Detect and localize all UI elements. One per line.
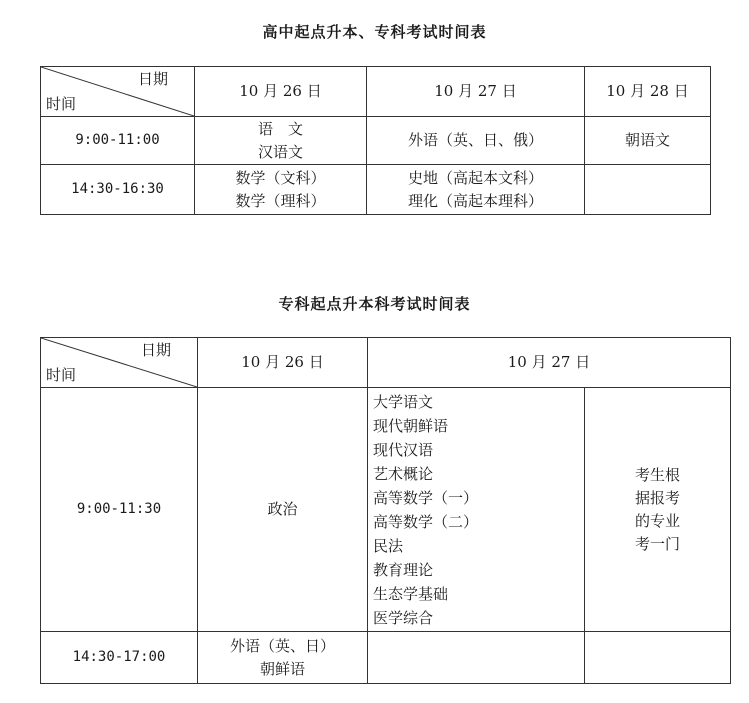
subject-line: 高等数学（一） bbox=[373, 488, 479, 507]
table-row bbox=[41, 388, 731, 632]
note-line: 考生根 bbox=[635, 465, 681, 484]
corner-header-cell bbox=[41, 338, 198, 388]
table-header-row bbox=[41, 338, 731, 388]
subject-line: 数学（理科） bbox=[235, 191, 326, 210]
table-row bbox=[41, 165, 711, 215]
subject-line: 艺术概论 bbox=[373, 464, 434, 483]
subject-cell bbox=[195, 117, 367, 165]
note-cell bbox=[585, 388, 731, 632]
subject-line: 语 文 bbox=[257, 119, 303, 138]
corner-time-label: 时间 bbox=[46, 366, 77, 384]
subject-line: 医学综合 bbox=[373, 608, 434, 627]
subject-cell bbox=[198, 388, 368, 632]
subject-line: 史地（高起本文科） bbox=[407, 168, 543, 187]
subject-line: 数学（文科） bbox=[235, 168, 326, 187]
corner-header-cell bbox=[41, 67, 195, 117]
note-line: 据报考 bbox=[635, 488, 681, 507]
subject-line: 教育理论 bbox=[373, 560, 434, 579]
time-slot-cell: 9:00-11:30 bbox=[41, 388, 198, 632]
empty-cell bbox=[368, 632, 585, 684]
subject-line: 朝语文 bbox=[624, 131, 670, 149]
exam-schedule-table-high-school bbox=[40, 66, 711, 215]
subject-cell bbox=[195, 165, 367, 215]
subject-line: 汉语文 bbox=[257, 142, 303, 161]
note-line: 的专业 bbox=[635, 511, 681, 530]
subject-cell bbox=[367, 165, 585, 215]
table-row bbox=[41, 632, 731, 684]
subject-cell bbox=[367, 117, 585, 165]
subject-line: 现代朝鲜语 bbox=[373, 416, 449, 435]
subject-line: 朝鲜语 bbox=[259, 659, 305, 678]
corner-date-label: 日期 bbox=[137, 70, 168, 88]
time-slot-cell: 14:30-17:00 bbox=[41, 632, 198, 684]
subject-line: 理化（高起本理科） bbox=[407, 191, 543, 210]
subject-line: 现代汉语 bbox=[373, 440, 434, 459]
subject-line: 生态学基础 bbox=[373, 584, 449, 603]
date-header-cell: 10 月 28 日 bbox=[585, 67, 711, 117]
corner-date-label: 日期 bbox=[140, 341, 171, 359]
empty-cell bbox=[585, 165, 711, 215]
empty-cell bbox=[585, 632, 731, 684]
note-line: 考一门 bbox=[635, 534, 681, 553]
table-row bbox=[41, 117, 711, 165]
date-header-cell: 10 月 27 日 bbox=[367, 67, 585, 117]
corner-time-label: 时间 bbox=[46, 95, 77, 113]
time-slot-cell: 9:00-11:00 bbox=[41, 117, 195, 165]
subject-list-cell bbox=[368, 388, 585, 632]
subject-line: 外语（英、日、俄） bbox=[407, 131, 543, 149]
table2-title: 专科起点升本科考试时间表 bbox=[278, 295, 471, 313]
exam-schedule-table-college bbox=[40, 337, 731, 684]
date-header-cell: 10 月 27 日 bbox=[368, 338, 731, 388]
table1-title: 高中起点升本、专科考试时间表 bbox=[262, 23, 487, 41]
subject-line: 外语（英、日） bbox=[229, 636, 335, 655]
time-slot-cell: 14:30-16:30 bbox=[41, 165, 195, 215]
subject-line: 大学语文 bbox=[373, 392, 434, 411]
date-header-cell: 10 月 26 日 bbox=[198, 338, 368, 388]
subject-line: 高等数学（二） bbox=[373, 512, 479, 531]
subject-line: 政治 bbox=[267, 500, 298, 518]
subject-cell bbox=[198, 632, 368, 684]
subject-cell bbox=[585, 117, 711, 165]
table-header-row bbox=[41, 67, 711, 117]
date-header-cell: 10 月 26 日 bbox=[195, 67, 367, 117]
subject-line: 民法 bbox=[373, 536, 404, 555]
